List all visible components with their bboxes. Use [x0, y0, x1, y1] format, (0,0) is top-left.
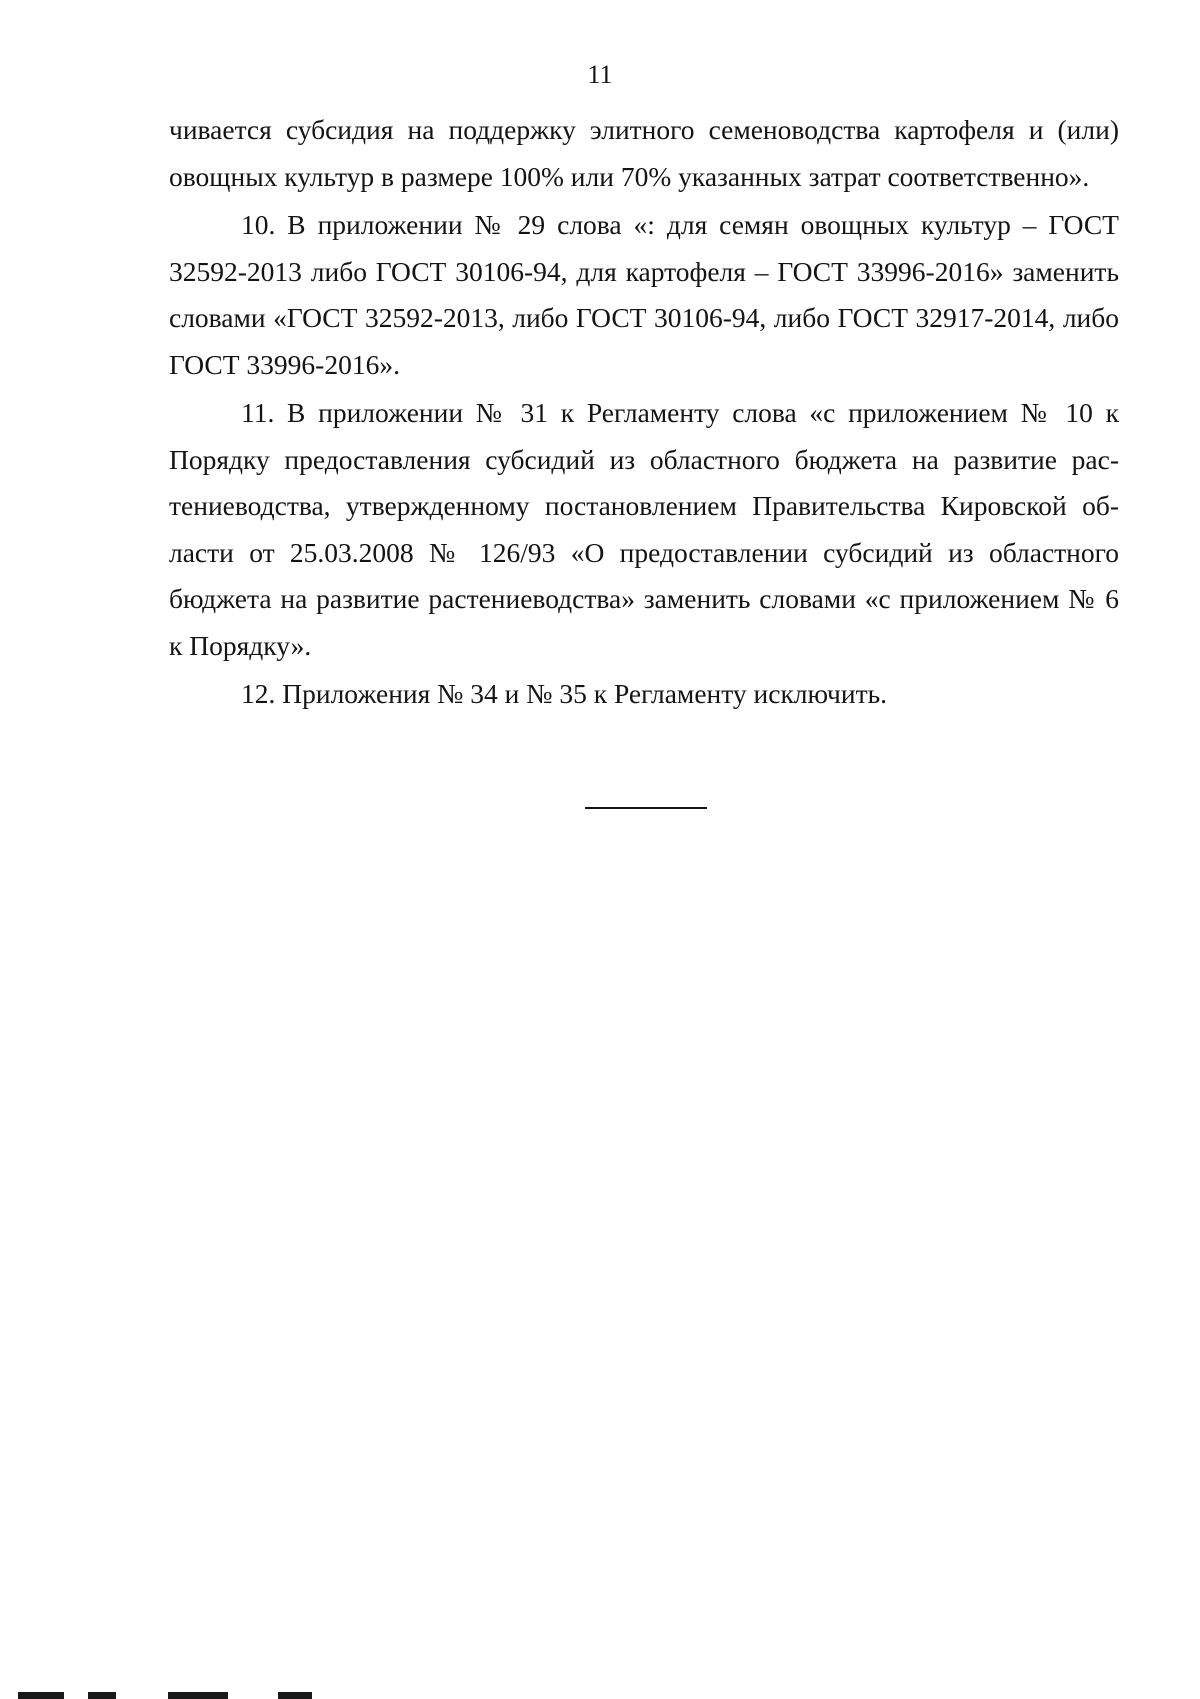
scan-artifact-edge — [18, 1690, 1148, 1699]
paragraph-item-11: 11. В приложении № 31 к Регламенту слова «с приложением № 10 к Порядку предоставления субсидий из областного бюджета на развитие растениеводства, утвержденному постановлением Правительства Кировской области от 25.03.2008 № 126/93 «О предоставлении субсидий из областного бюджета на развитие растениеводства» заменить словами «с приложением № 6 к Порядку». — [169, 397, 1119, 661]
end-of-text-rule — [585, 807, 707, 809]
paragraph-item-12: 12. Приложения № 34 и № 35 к Регламенту исключить. — [241, 678, 888, 709]
document-body — [169, 107, 1119, 718]
page-number: 11 — [587, 60, 613, 89]
paragraph-continuation: чивается субсидия на поддержку элитного семеноводства картофеля и (или) овощных культур в размере 100% или 70% указанных затрат соответственно». — [169, 114, 1119, 192]
paragraph-item-10: 10. В приложении № 29 слова «: для семян овощных культур – ГОСТ 32592-2013 либо ГОСТ 30106-94, для картофеля – ГОСТ 33996-2016» заменить словами «ГОСТ 32592-2013, либо ГОСТ 30106-94, либо ГОСТ 32917-2014, либо ГОСТ 33996-2016». — [169, 209, 1119, 380]
